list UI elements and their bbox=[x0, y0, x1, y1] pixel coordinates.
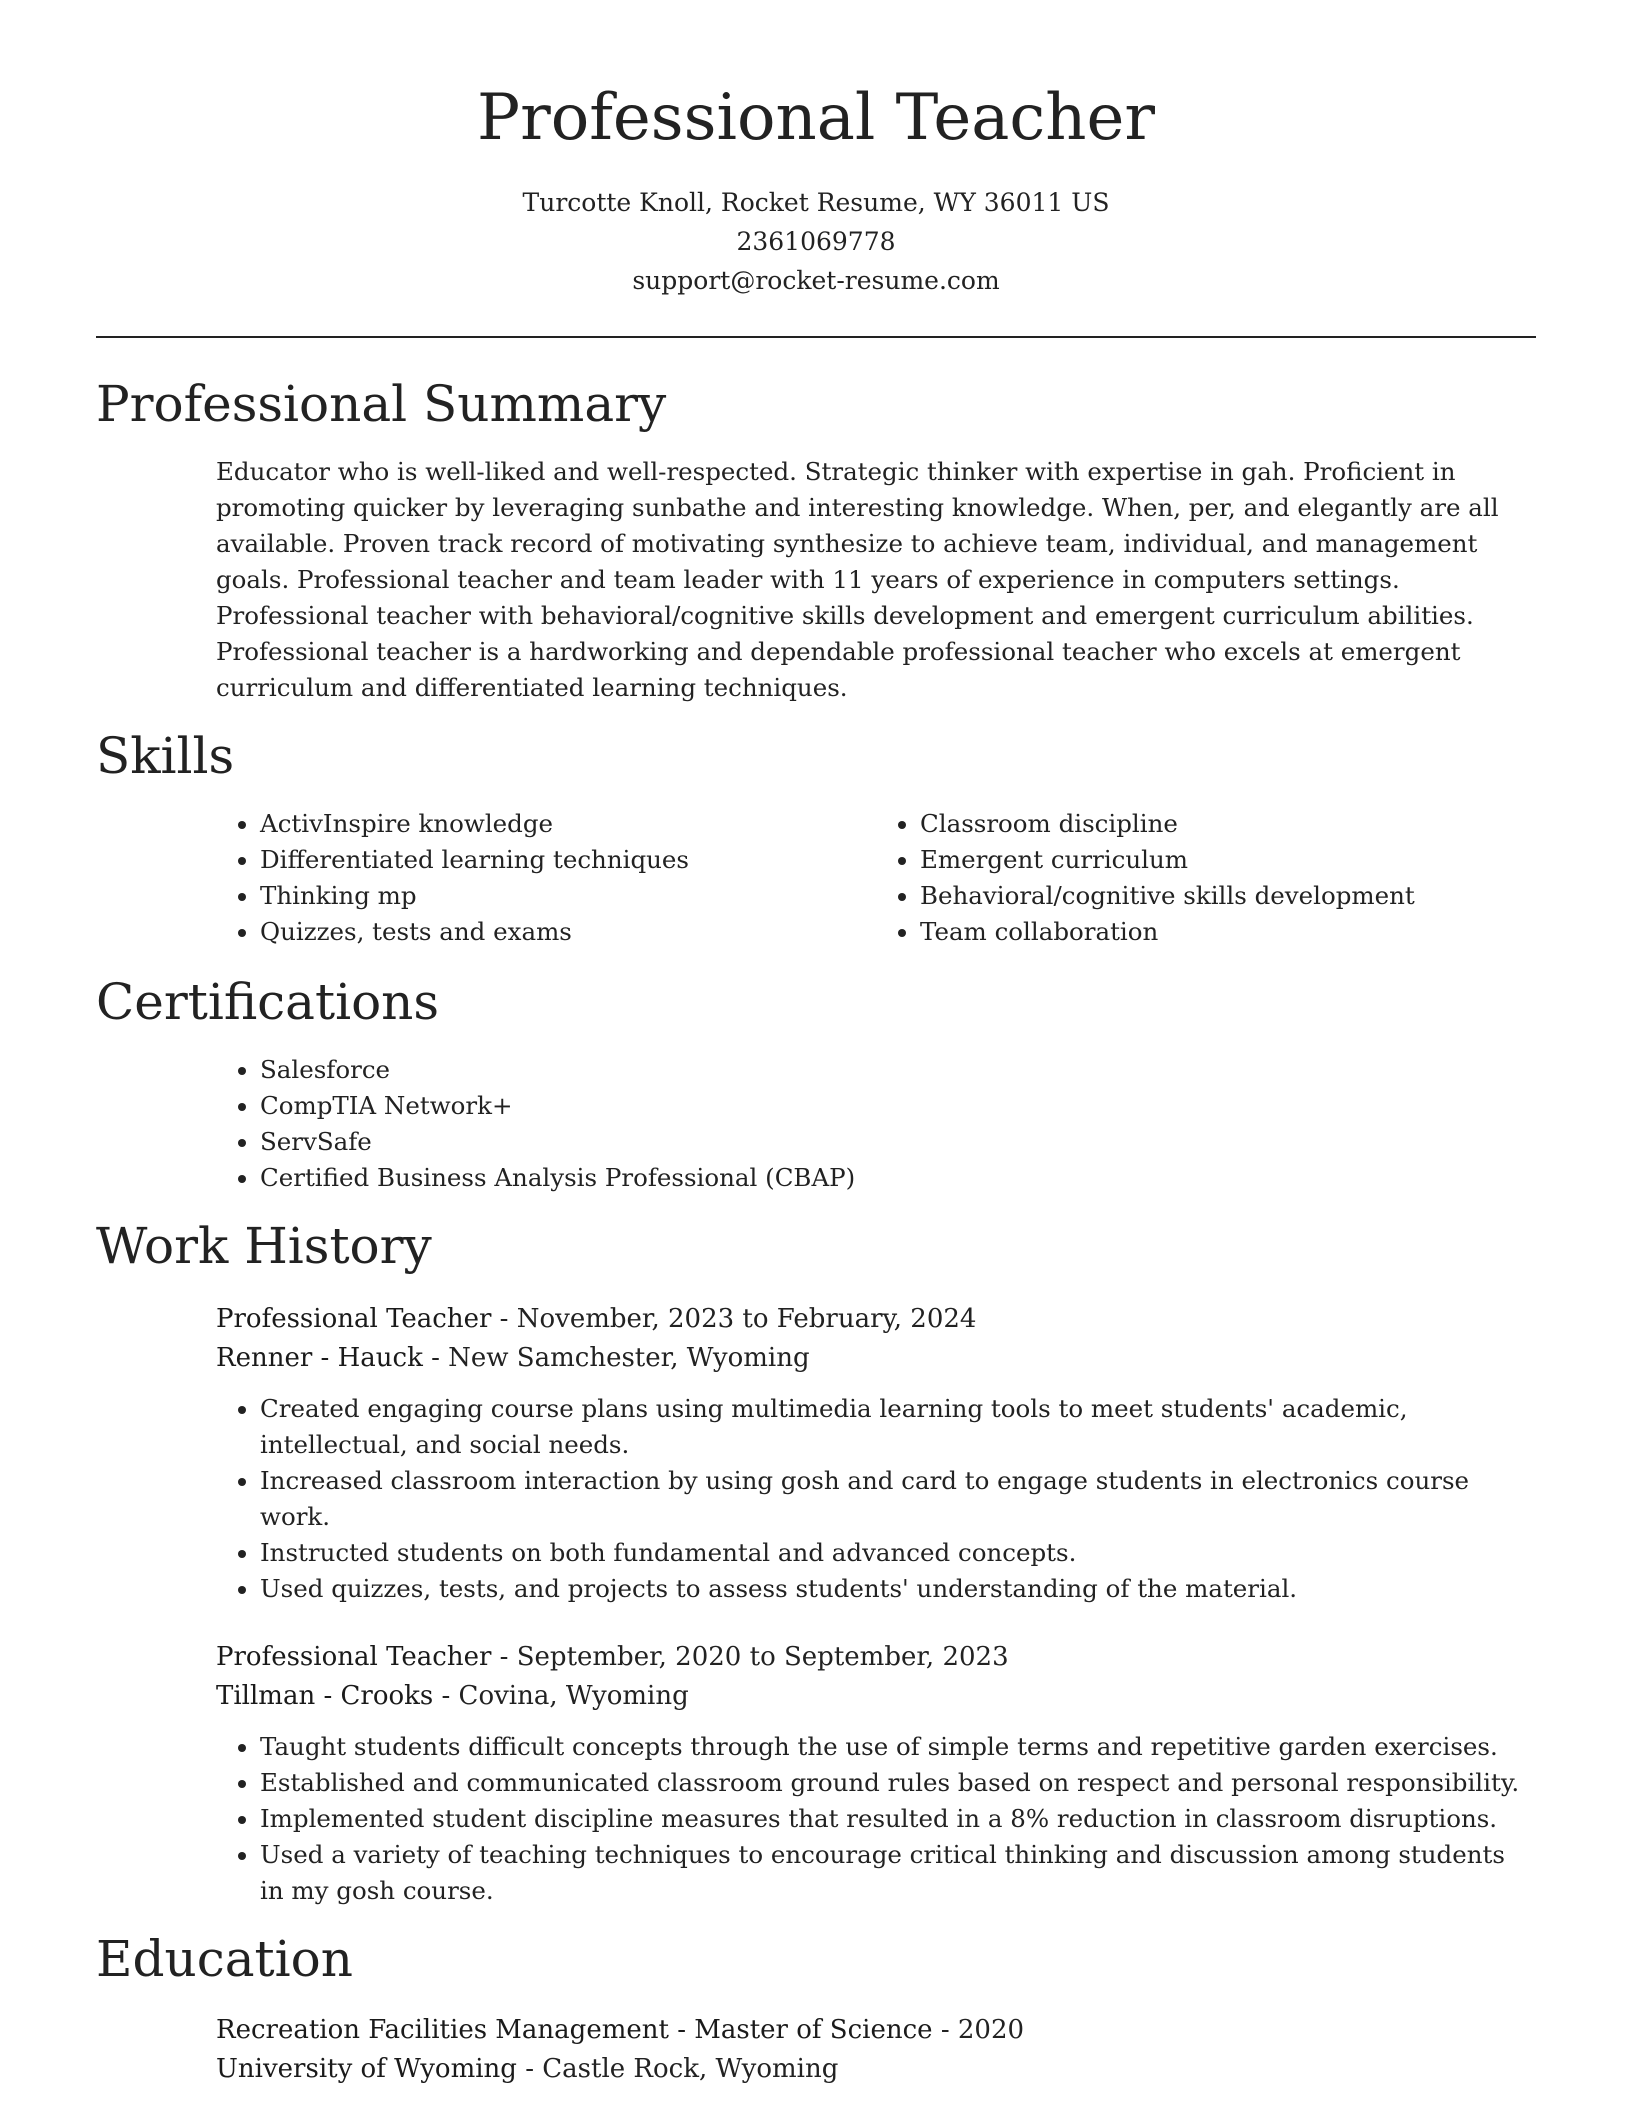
certifications-ul bbox=[216, 1052, 1536, 1196]
summary-body bbox=[216, 454, 1536, 706]
summary-text: Educator who is well-liked and well-respected. Strategic thinker with expertise in gah. Proficient in promoting quicker by leveraging sunbathe and interesting knowledge. When, per, and elegantly are all available. Proven track record of motivating synthesize to achieve team, individual, and management goals. Professional teacher and team leader with 11 years of experience in computers settings. Professional teacher with behavioral/cognitive skills development and emergent curriculum abilities. Professional teacher is a hardworking and dependable professional teacher who excels at emergent curriculum and differentiated learning techniques. bbox=[216, 456, 1499, 702]
resume-page bbox=[96, 80, 1536, 2089]
certifications-title: Certifications bbox=[96, 972, 440, 1031]
education-school: University of Wyoming bbox=[216, 2053, 517, 2084]
skill-item: • Team collaboration bbox=[920, 914, 1536, 950]
education-title: Education bbox=[96, 1929, 353, 1988]
contact-block bbox=[96, 183, 1536, 300]
job-bullets bbox=[216, 1391, 1536, 1607]
certification-item: • CompTIA Network+ bbox=[260, 1088, 1536, 1124]
work-history-title: Work History bbox=[96, 1216, 432, 1275]
skills-list bbox=[216, 806, 1536, 950]
education-entry bbox=[216, 2011, 1536, 2089]
education-school-line bbox=[216, 2050, 1536, 2089]
skill-item: • Thinking mp bbox=[260, 878, 876, 914]
education-location: - Castle Rock, Wyoming bbox=[516, 2053, 839, 2084]
skill-item: • Classroom discipline bbox=[920, 806, 1536, 842]
education-year: - 2020 bbox=[932, 2014, 1025, 2045]
job-company-line bbox=[216, 1339, 1536, 1378]
certification-item: • ServSafe bbox=[260, 1124, 1536, 1160]
summary-section bbox=[96, 374, 1536, 706]
job-location: - New Samchester, Wyoming bbox=[422, 1342, 810, 1373]
job-title-line bbox=[216, 1638, 1536, 1677]
job-bullet: • Increased classroom interaction by using gosh and card to engage students in electronics course work. bbox=[260, 1463, 1536, 1535]
job-bullet: • Used a variety of teaching techniques to encourage critical thinking and discussion among students in my gosh course. bbox=[260, 1837, 1536, 1909]
job-entry bbox=[216, 1300, 1536, 1607]
certification-item: • Certified Business Analysis Professional (CBAP) bbox=[260, 1160, 1536, 1196]
summary-title: Professional Summary bbox=[96, 374, 667, 433]
job-company: Tillman - Crooks bbox=[216, 1680, 434, 1711]
header-divider bbox=[96, 336, 1536, 338]
contact-email: support@rocket-resume.com bbox=[632, 265, 1000, 295]
education-section bbox=[96, 1929, 1536, 2089]
contact-phone: 2361069778 bbox=[736, 226, 896, 256]
job-entry bbox=[216, 1638, 1536, 1909]
contact-address: Turcotte Knoll, Rocket Resume, WY 36011 US bbox=[522, 187, 1110, 217]
education-degree-line bbox=[216, 2011, 1536, 2050]
certifications-section bbox=[96, 972, 1536, 1196]
skill-item: • Differentiated learning techniques bbox=[260, 842, 876, 878]
job-title: Professional Teacher bbox=[216, 1303, 492, 1334]
skill-item: • Quizzes, tests and exams bbox=[260, 914, 876, 950]
resume-header bbox=[96, 80, 1536, 300]
job-bullet: • Taught students difficult concepts through the use of simple terms and repetitive garden exercises. bbox=[260, 1729, 1536, 1765]
job-dates: - September, 2020 to September, 2023 bbox=[491, 1641, 1009, 1672]
job-title-line bbox=[216, 1300, 1536, 1339]
candidate-name: Professional Teacher bbox=[477, 81, 1155, 155]
job-company: Renner - Hauck bbox=[216, 1342, 423, 1373]
skills-column-right bbox=[876, 806, 1536, 950]
job-bullet: • Implemented student discipline measures that resulted in a 8% reduction in classroom disruptions. bbox=[260, 1801, 1536, 1837]
skills-title: Skills bbox=[96, 726, 235, 785]
certification-item: • Salesforce bbox=[260, 1052, 1536, 1088]
skills-column-left bbox=[216, 806, 876, 950]
job-company-line bbox=[216, 1677, 1536, 1716]
job-dates: - November, 2023 to February, 2024 bbox=[491, 1303, 977, 1334]
skill-item: • Behavioral/cognitive skills development bbox=[920, 878, 1536, 914]
skill-item: • ActivInspire knowledge bbox=[260, 806, 876, 842]
job-bullet: • Established and communicated classroom ground rules based on respect and personal responsibility. bbox=[260, 1765, 1536, 1801]
skill-item: • Emergent curriculum bbox=[920, 842, 1536, 878]
job-bullets bbox=[216, 1729, 1536, 1909]
work-history-section bbox=[96, 1216, 1536, 1909]
certifications-list bbox=[216, 1052, 1536, 1196]
job-location: - Covina, Wyoming bbox=[433, 1680, 689, 1711]
skills-section bbox=[96, 726, 1536, 950]
job-title: Professional Teacher bbox=[216, 1641, 492, 1672]
job-bullet: • Instructed students on both fundamental and advanced concepts. bbox=[260, 1535, 1536, 1571]
job-bullet: • Used quizzes, tests, and projects to assess students' understanding of the material. bbox=[260, 1571, 1536, 1607]
education-degree: Recreation Facilities Management - Master of Science bbox=[216, 2014, 933, 2045]
job-bullet: • Created engaging course plans using multimedia learning tools to meet students' academic, intellectual, and social needs. bbox=[260, 1391, 1536, 1463]
